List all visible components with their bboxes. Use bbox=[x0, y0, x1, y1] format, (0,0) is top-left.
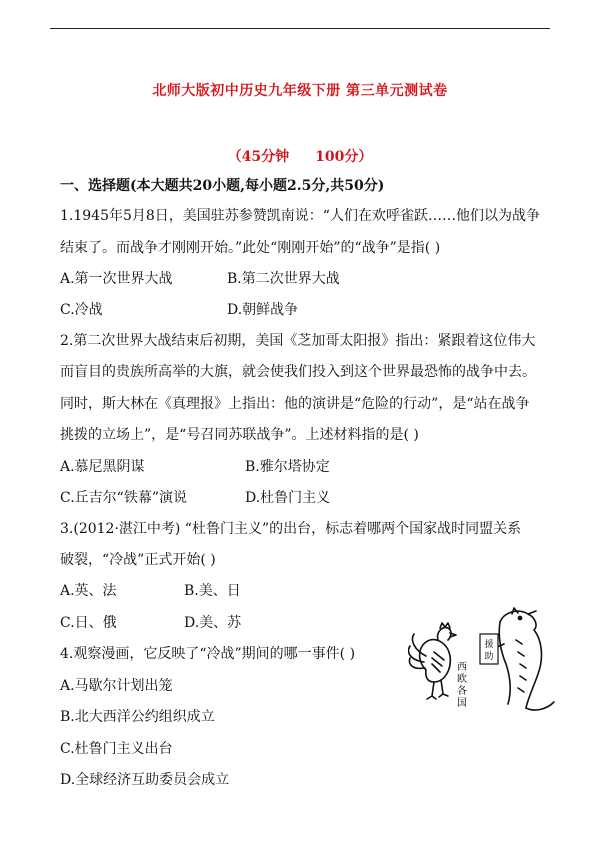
option-3c[interactable]: C.日、俄 bbox=[60, 615, 117, 631]
top-rule bbox=[50, 28, 550, 29]
option-2a[interactable]: A.慕尼黑阴谋 bbox=[60, 459, 145, 475]
question-2-line-1: 2.第二次世界大战结束后初期，美国《芝加哥太阳报》指出：紧跟着这位伟大 bbox=[60, 333, 536, 349]
option-3d[interactable]: D.美、苏 bbox=[184, 615, 242, 631]
option-4b[interactable]: B.北大西洋公约组织成立 bbox=[60, 709, 215, 725]
weasel-figure bbox=[490, 608, 554, 710]
option-3a[interactable]: A.英、法 bbox=[60, 583, 117, 599]
rooster-figure bbox=[409, 623, 456, 699]
west-label-char-1: 西 bbox=[457, 662, 467, 673]
west-label-char-3: 各 bbox=[457, 686, 467, 697]
option-2d[interactable]: D.杜鲁门主义 bbox=[245, 490, 331, 506]
west-europe-label bbox=[457, 661, 467, 709]
question-2-line-2: 而盲目的贵族所高举的大旗，就会使我们投入到这个世界最恐怖的战争中去。 bbox=[60, 364, 536, 380]
aid-label-char-2: 助 bbox=[484, 652, 494, 662]
question-1-line-1: 1.1945年5月8日，美国驻苏参赞凯南说：“人们在欢呼雀跃……他们以为战争 bbox=[60, 208, 540, 224]
question-2-line-4: 挑拨的立场上”，是“号召同苏联战争”。上述材料指的是( ) bbox=[60, 427, 419, 443]
west-label-char-4: 国 bbox=[457, 698, 467, 709]
option-4a[interactable]: A.马歇尔计划出笼 bbox=[60, 678, 173, 694]
option-3b[interactable]: B.美、日 bbox=[184, 583, 241, 599]
option-1c[interactable]: C.冷战 bbox=[60, 302, 103, 318]
option-1b[interactable]: B.第二次世界大战 bbox=[227, 271, 340, 287]
exam-score: 100分） bbox=[315, 149, 373, 165]
exam-time: （45分钟 bbox=[227, 149, 290, 165]
option-2c[interactable]: C.丘吉尔“铁幕”演说 bbox=[60, 490, 187, 506]
exam-duration-score bbox=[0, 146, 600, 166]
cold-war-cartoon bbox=[408, 600, 558, 720]
option-1a[interactable]: A.第一次世界大战 bbox=[60, 271, 173, 287]
option-1d[interactable]: D.朝鲜战争 bbox=[227, 302, 299, 318]
aid-label-char-1: 援 bbox=[484, 640, 494, 650]
option-2b[interactable]: B.雅尔塔协定 bbox=[245, 459, 330, 475]
question-3-line-1: 3.(2012·湛江中考) “杜鲁门主义”的出台，标志着哪两个国家战时同盟关系 bbox=[60, 521, 522, 537]
west-label-char-2: 欧 bbox=[457, 674, 467, 685]
question-4-line-1: 4.观察漫画，它反映了“冷战”期间的哪一事件( ) bbox=[60, 646, 356, 662]
question-1-line-2: 结束了。而战争才刚刚开始。”此处“刚刚开始”的“战争”是指( ) bbox=[60, 240, 441, 256]
option-4d[interactable]: D.全球经济互助委员会成立 bbox=[60, 772, 230, 788]
question-3-line-2: 破裂，“冷战”正式开始( ) bbox=[60, 552, 216, 568]
page-title: 北师大版初中历史九年级下册 第三单元测试卷 bbox=[152, 83, 448, 99]
question-2-line-3: 同时，斯大林在《真理报》上指出：他的演讲是“危险的行动”，是“站在战争 bbox=[60, 396, 530, 412]
section-heading: 一、选择题(本大题共20小题,每小题2.5分,共50分) bbox=[60, 178, 385, 194]
option-4c[interactable]: C.杜鲁门主义出台 bbox=[60, 741, 173, 757]
